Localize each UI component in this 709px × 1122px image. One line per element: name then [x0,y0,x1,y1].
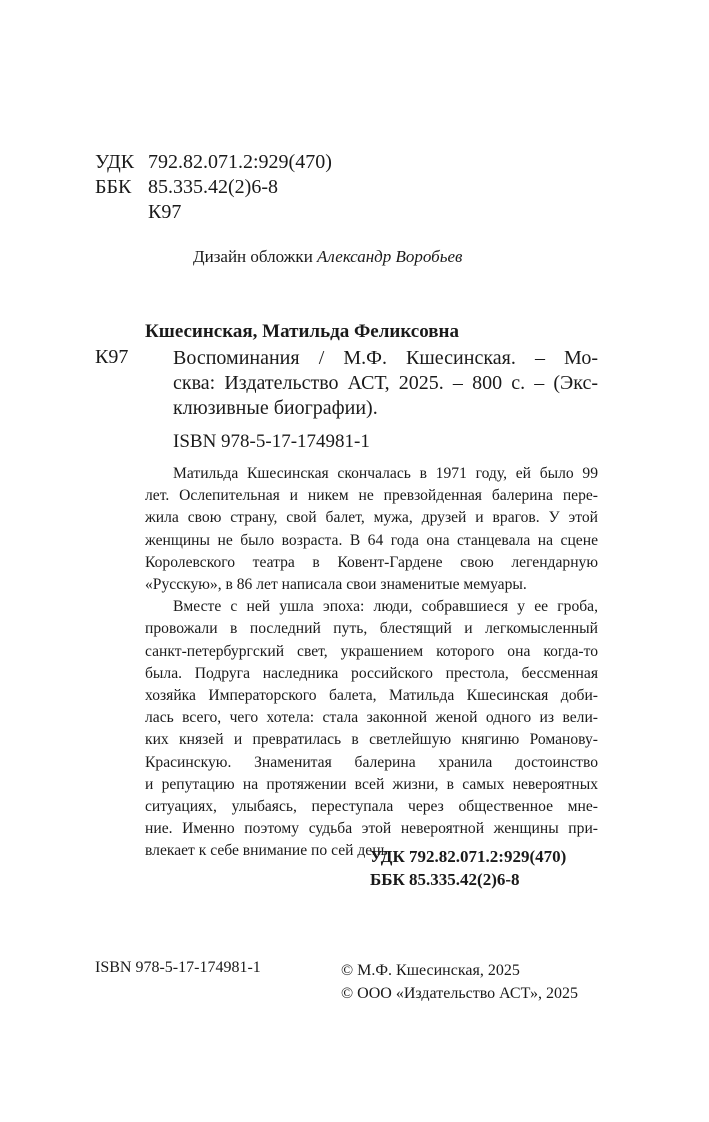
author-code-row [95,200,332,225]
record-isbn: ISBN 978-5-17-174981-1 [173,431,370,452]
cover-design-credit [193,247,462,267]
bottom-udk: УДК 792.82.071.2:929(470) [370,847,567,866]
cover-designer-name: Александр Воробьев [317,247,463,266]
biblio-line: клюзивные биографии). [173,397,378,419]
annotation-line: лет. Ослепительная и никем не превзойденная балерина пере- [145,487,598,505]
annotation-line: и репутацию на протяжении всей жизни, в самых невероятных [145,775,598,793]
biblio-line: Воспоминания / М.Ф. Кшесинская. – Мо- [173,347,598,369]
udk-row [95,150,332,175]
bbk-value: 85.335.42(2)6-8 [148,176,278,198]
annotation-line: Матильда Кшесинская скончалась в 1971 году, ей было 99 [173,465,598,482]
biblio-line: сква: Издательство АСТ, 2025. – 800 с. – (Экс- [173,372,598,394]
footer-isbn: ISBN 978-5-17-174981-1 [95,959,261,976]
bottom-bbk: ББК 85.335.42(2)6-8 [370,870,520,889]
annotation-line: была. Подруга наследника российского престола, бессменная [145,664,598,682]
record-author-code: К97 [95,346,129,368]
annotation [145,463,598,863]
cover-design-label: Дизайн обложки [193,247,313,266]
annotation-line: ситуациях, улыбаясь, переступала через общественное мне- [145,798,598,816]
bibliographic-description [173,346,598,421]
copyright-author: © М.Ф. Кшесинская, 2025 [341,962,520,979]
author-heading: Кшесинская, Матильда Феликсовна [145,321,459,342]
annotation-line: женщины не было возраста. В 64 года она станцевала на сцене [145,531,598,549]
annotation-line: провожали в последний путь, блестящий и легкомысленный [145,620,598,638]
annotation-line: «Русскую», в 86 лет написала свои знаменитые мемуары. [145,576,527,594]
copyright-publisher: © ООО «Издательство АСТ», 2025 [341,985,578,1002]
annotation-line: Королевского театра в Ковент-Гардене свою легендарную [145,553,598,571]
annotation-line: Красинскую. Знаменитая балерина хранила достоинство [145,753,598,771]
annotation-line: ких князей и превратилась в светлейшую княгиню Романову- [145,731,598,749]
annotation-line: санкт-петербургский свет, украшением которого она когда-то [145,642,598,660]
annotation-line: Вместе с ней ушла эпоха: люди, собравшиеся у ее гроба, [173,598,598,616]
annotation-line: ние. Именно поэтому судьба этой невероятной женщины при- [145,820,598,838]
author-code: К97 [148,201,182,223]
annotation-line: хозяйка Императорского балета, Матильда Кшесинская доби- [145,687,598,705]
bbk-row [95,175,332,200]
copyright-block [341,959,578,1005]
udk-value: 792.82.071.2:929(470) [148,151,332,173]
bbk-label: ББК [95,176,132,198]
annotation-line: лась всего, чего хотела: стала законной женой одного из вели- [145,709,598,727]
annotation-line: влекает к себе внимание по сей день. [145,842,392,860]
bottom-classification [370,845,566,891]
udk-label: УДК [95,151,135,173]
annotation-line: жила свою страну, свой балет, мужа, друзей и врагов. У этой [145,509,598,527]
classification-block [95,150,332,225]
